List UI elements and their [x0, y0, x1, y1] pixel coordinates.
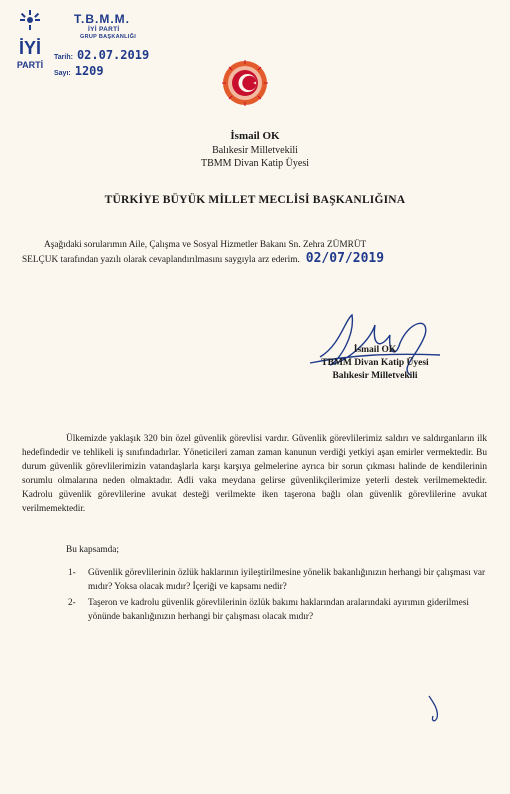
signature-title: TBMM Divan Katip Üyesi [321, 358, 429, 368]
question-text: Taşeron ve kadrolu güvenlik görevlilerinin özlük bakımı haklarından aralarındaki ayırımın giderilmesi yönünde bakanlığınızın herhangi bir çalışması olacak mıdır? [88, 598, 469, 622]
author-title: TBMM Divan Katip Üyesi [200, 158, 310, 169]
party-logo [14, 10, 46, 76]
logo-sub: PARTİ [16, 60, 44, 70]
author-region: Balıkesir Milletvekili [212, 145, 298, 156]
stamp-title: T.B.M.M. [74, 12, 130, 26]
body-text: Ülkemizde yaklaşık 320 bin özel güvenlik görevlisi vardır. Güvenlik görevlilerimiz saldırı ve saldırganların ilk hedefindedir ve tehlikeli iş sınıfındadırlar. Yöneticileri zaman zaman kanunun verdiği yetkiyi aşan emirler vermektedir. Bu durum güvenlik görevlilerimizin vatandaşlarla karşı karşıya gelmelerine ayrıca bir sorun çıkması halinde de kendilerinin sorumlu olmalarına neden olmaktadır. Adli vaka meydana gelirse güvenlikçilerimize yeterli destek verilmemektedir. Kadrolu güvenlik görevlilerine avukat desteği verilmekte iken taşerona bağlı olan güvenlik görevlilerine avukat verilmemektedir. [22, 434, 487, 514]
request-line-1: Aşağıdaki sorularımın Aile, Çalışma ve Sosyal Hizmetler Bakanı Sn. Zehra ZÜMRÜT [44, 240, 367, 250]
signature-region: Balıkesir Milletvekili [332, 371, 418, 381]
receipt-stamp [14, 10, 174, 80]
signature-name: İsmail OK [353, 345, 397, 355]
stamp-party: İYİ PARTİ [88, 26, 120, 33]
stamp-date-value: 02.07.2019 [76, 48, 150, 62]
body-paragraph [22, 432, 487, 516]
stamp-number-row [54, 64, 104, 78]
request-line-2-wrap [22, 252, 487, 267]
stamp-number-label: Sayı: [54, 70, 71, 77]
question-item-2 [68, 596, 488, 624]
question-number: 1- [68, 568, 76, 578]
request-line-2: SELÇUK tarafından yazılı olarak cevaplandırılmasını saygıyla arz ederim. [22, 255, 300, 265]
stamp-date-label: Tarih: [54, 54, 73, 61]
stamp-number-value: 1209 [74, 64, 104, 78]
tbmm-emblem [222, 60, 268, 106]
stamp-unit: GRUP BAŞKANLIĞI [80, 34, 137, 40]
author-name: İsmail OK [230, 130, 280, 142]
handwritten-mark [425, 692, 447, 724]
logo-text: İYİ [18, 38, 42, 58]
question-item-1 [68, 566, 488, 594]
document-heading: TÜRKİYE BÜYÜK MİLLET MECLİSİ BAŞKANLIĞINA [104, 194, 406, 206]
question-text: Güvenlik görevlilerinin özlük haklarının iyileştirilmesine yönelik bakanlığınızın herhangi bir çalışması var mıdır? Yoksa olacak mıdır? İçeriği ve kapsamı nedir? [88, 568, 486, 592]
request-date: 02/07/2019 [305, 251, 385, 266]
request-paragraph [22, 238, 487, 267]
question-number: 2- [68, 598, 76, 608]
intro-line: Bu kapsamda; [66, 545, 119, 555]
stamp-date-row [54, 48, 149, 62]
